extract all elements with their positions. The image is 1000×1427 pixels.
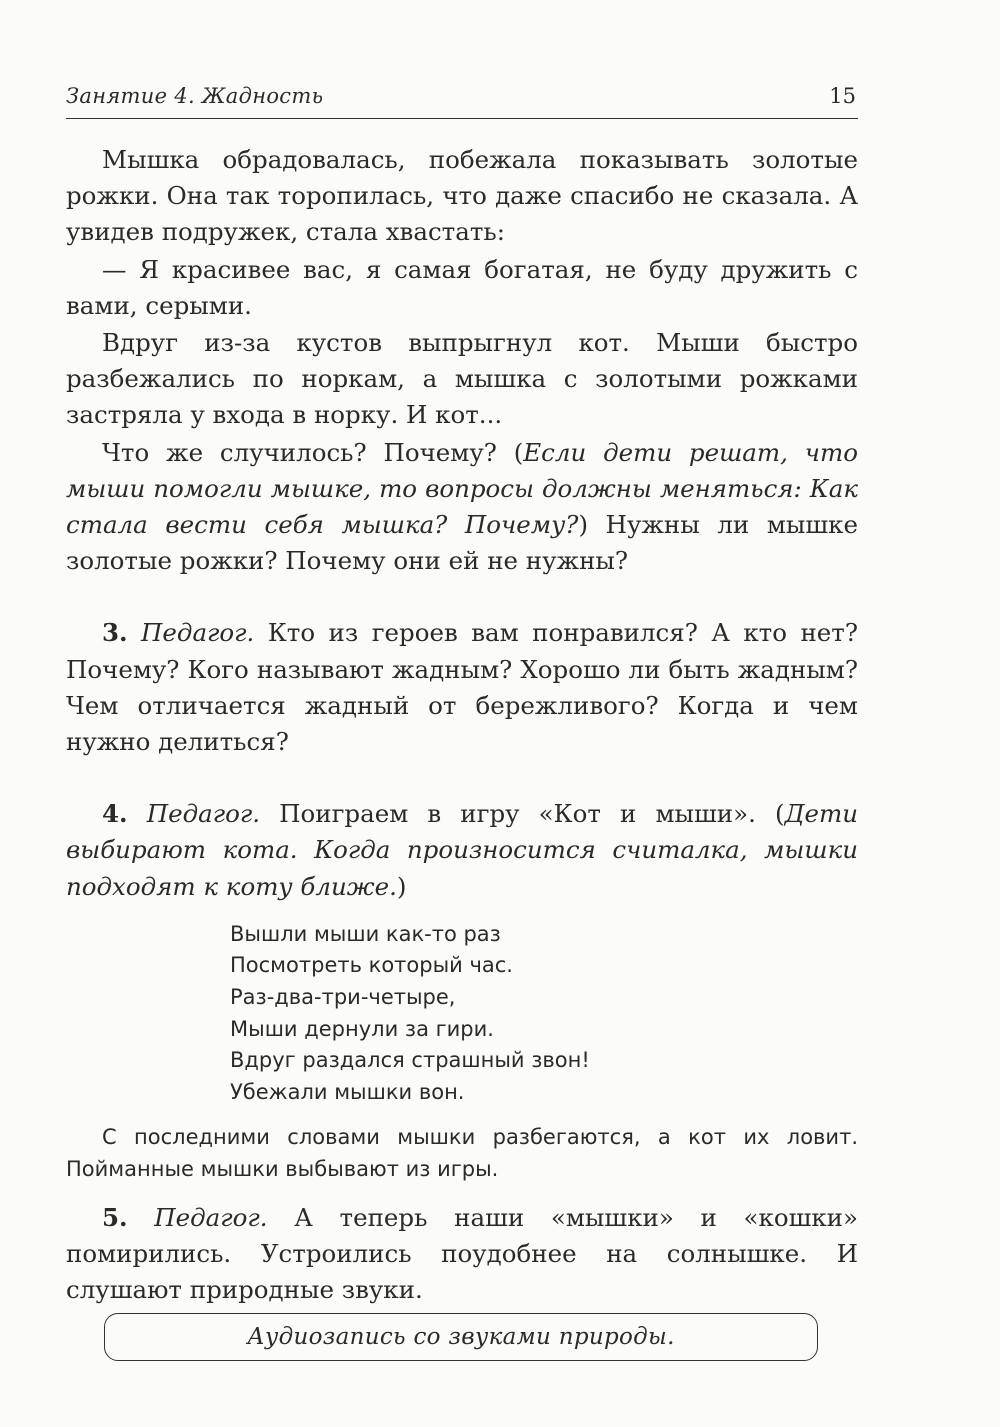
section-4-speaker: Педагог. (146, 799, 261, 829)
page-number: 15 (829, 84, 856, 108)
story-paragraph-1: Мышка обрадовалась, побежала показывать золотые рожки. Она так торопилась, что даже спасибо не сказала. А увидев подружек, стала хвастать: (66, 145, 858, 247)
questions-italic-note: Если дети решат, что мыши помогли мышке, то вопросы должны меняться: Как стала вести себя мышка? Почему? (66, 437, 858, 540)
section-4-text: Поиграем в игру «Кот и мыши». ( (279, 799, 785, 829)
poem-line: Убежали мышки вон. (230, 1079, 465, 1104)
section-5-text: А теперь наши «мышки» и «кошки» помирились. Устроились поудобнее на солнышке. И слушают природные звуки. (66, 1202, 859, 1305)
section-3-speaker: Педагог. (141, 618, 255, 648)
poem-line: Вышли мыши как-то раз (230, 921, 501, 946)
questions-end: ) Нужны ли мышке золотые рожки? Почему они ей не нужны? (66, 510, 858, 576)
poem-line: Посмотреть который час. (230, 953, 513, 978)
section-3-number: 3. (102, 618, 128, 648)
story-questions (66, 435, 858, 580)
story-paragraph-3: Вдруг из-за кустов выпрыгнул кот. Мыши быстро разбежались по норкам, а мышка с золотыми рожками застряла у входа в норку. И кот... (66, 328, 858, 430)
story-paragraph-2: — Я красивее вас, я самая богатая, не буду дружить с вами, серыми. (66, 254, 858, 320)
poem-line: Раз-два-три-четыре, (230, 985, 456, 1010)
section-3-text: Кто из героев вам понравился? А кто нет? Почему? Кого называют жадным? Хорошо ли быть жадным? Чем отличается жадный от бережливого? Когда и чем нужно делиться? (66, 618, 858, 757)
counting-rhyme (230, 919, 858, 1109)
section-3 (66, 615, 858, 760)
questions-start: Что же случилось? Почему? ( (102, 437, 524, 467)
audio-recording-frame (104, 1313, 818, 1361)
section-5-number: 5. (102, 1202, 128, 1232)
game-rules-note: С последними словами мышки разбегаются, а кот их ловит. Пойманные мышки выбывают из игры. (66, 1125, 858, 1182)
section-5-speaker: Педагог. (154, 1202, 268, 1232)
chapter-title: Занятие 4. Жадность (66, 84, 324, 108)
section-4-italic-note: Дети выбирают кота. Когда произносится считалка, мышки подходят к коту ближе. (66, 799, 859, 901)
section-4-number: 4. (102, 799, 128, 829)
section-4 (66, 796, 858, 905)
poem-line: Вдруг раздался страшный звон! (230, 1048, 590, 1073)
audio-recording-label: Аудиозапись со звуками природы. (247, 1324, 675, 1350)
section-5 (66, 1200, 858, 1309)
section-4-end: ) (396, 871, 407, 901)
poem-line: Мыши дернули за гири. (230, 1016, 494, 1041)
running-header (66, 84, 858, 119)
page-body (66, 142, 858, 1308)
